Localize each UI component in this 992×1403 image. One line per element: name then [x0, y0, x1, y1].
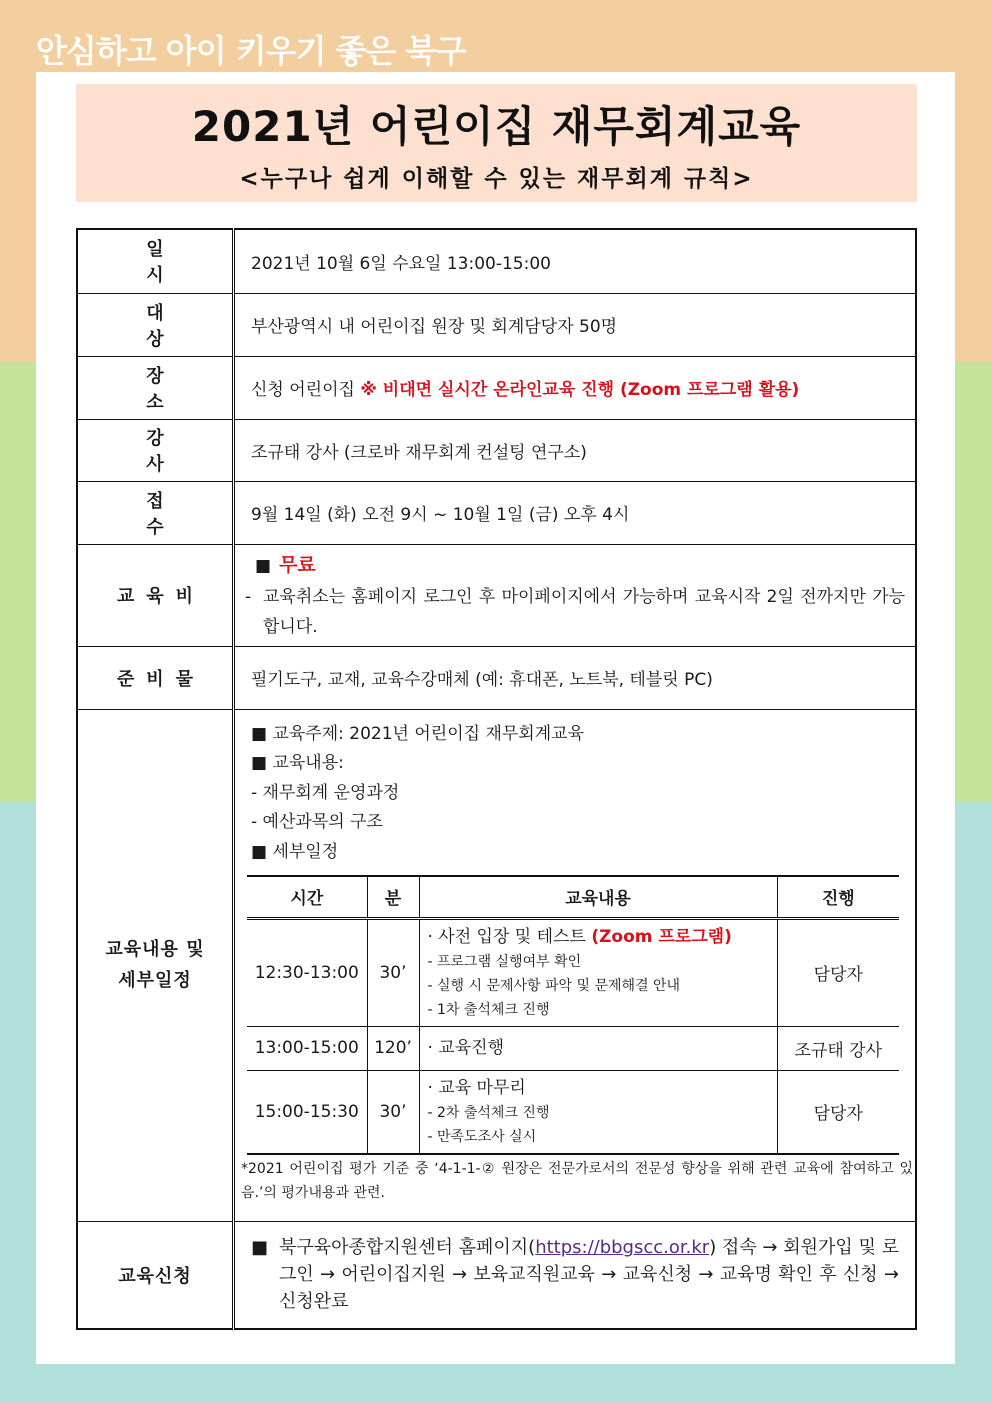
schedule-sub: - 만족도조사 실시 [427, 1128, 537, 1145]
place-text: 신청 어린이집 [251, 380, 355, 400]
value-apply [234, 1221, 917, 1329]
fee-note [245, 582, 905, 642]
label-fee: 교육비 [77, 544, 234, 646]
value-reception: 9월 14일 (화) 오전 9시 ~ 10월 1일 (금) 오후 4시 [234, 481, 917, 544]
label-content [77, 709, 234, 1221]
schedule-sub: - 프로그램 실행여부 확인 [427, 953, 582, 970]
schedule-table [247, 875, 899, 1155]
schedule-main [428, 924, 769, 950]
content-item-1: - 재무회계 운영과정 [251, 782, 400, 803]
schedule-minutes: 30’ [367, 1070, 419, 1154]
value-place [234, 356, 917, 419]
schedule-desc [419, 918, 777, 1026]
row-supplies [77, 646, 916, 709]
fee-free: 무료 [279, 553, 316, 576]
schedule-row [247, 918, 899, 1026]
schedule-minutes: 120’ [367, 1026, 419, 1070]
fee-note-text: 교육취소는 홈페이지 로그인 후 마이페이지에서 가능하며 교육시작 2일 전까지만 가능합니다. [263, 586, 905, 637]
row-date [77, 229, 916, 293]
schedule-sub: - 실행 시 문제사항 파악 및 문제해결 안내 [427, 977, 681, 994]
homepage-link[interactable]: https://bbgscc.or.kr [535, 1237, 710, 1259]
square-bullet-icon: ■ [255, 555, 272, 576]
schedule-by: 담당자 [777, 918, 899, 1026]
value-fee [234, 544, 917, 646]
row-apply [77, 1221, 916, 1329]
value-lecturer: 조규태 강사 (크로바 재무회계 컨설팅 연구소) [234, 419, 917, 481]
schedule-header-time: 시간 [247, 876, 367, 918]
value-date: 2021년 10월 6일 수요일 13:00-15:00 [234, 229, 917, 293]
schedule-desc [419, 1070, 777, 1154]
apply-text-before: 북구육아종합지원센터 홈페이지( [279, 1237, 536, 1259]
value-supplies: 필기도구, 교재, 교육수강매체 (예: 휴대폰, 노트북, 테블릿 PC) [234, 646, 917, 709]
footnote: *2021 어린이집 평가 기준 중 ‘4-1-1-② 원장은 전문가로서의 전문성 향상을 위해 관련 교육에 참여하고 있음.’의 평가내용과 관련. [241, 1161, 913, 1201]
row-target [77, 293, 916, 356]
slogan: 안심하고 아이 키우기 좋은 북구 [36, 32, 466, 70]
schedule-main-text: · 사전 입장 및 테스트 [427, 926, 592, 947]
row-fee [77, 544, 916, 646]
label-date: 일시 [77, 229, 234, 293]
fee-line [245, 549, 905, 582]
label-reception: 접수 [77, 481, 234, 544]
schedule-main: · 교육 마무리 [427, 1077, 526, 1098]
label-target: 대상 [77, 293, 234, 356]
page-subtitle: <누구나 쉽게 이해할 수 있는 재무회계 규칙> [239, 166, 754, 192]
info-table [76, 228, 917, 1330]
schedule-sub: - 1차 출석체크 진행 [427, 1001, 550, 1018]
schedule-main-highlight: (Zoom 프로그램) [591, 926, 732, 947]
schedule-header-row [247, 876, 899, 918]
label-apply: 교육신청 [77, 1221, 234, 1329]
label-place: 장소 [77, 356, 234, 419]
value-target: 부산광역시 내 어린이집 원장 및 회계담당자 50명 [234, 293, 917, 356]
label-lecturer: 강사 [77, 419, 234, 481]
schedule-time: 13:00-15:00 [247, 1026, 367, 1070]
row-reception [77, 481, 916, 544]
content-item-2: - 예산과목의 구조 [251, 812, 383, 832]
online-notice: ※ 비대면 실시간 온라인교육 진행 (Zoom 프로그램 활용) [360, 380, 800, 400]
schedule-minutes: 30’ [367, 918, 419, 1026]
schedule-by: 조규태 강사 [777, 1026, 899, 1070]
value-content [234, 709, 917, 1221]
square-bullet-icon: ■ [251, 1237, 269, 1259]
schedule-row [247, 1070, 899, 1154]
schedule-time: 15:00-15:30 [247, 1070, 367, 1154]
apply-text-after: ) 접속 → 회원가입 및 로그인 → 어린이집지원 → 보육교직원교육 → 교육신청 → 교육명 확인 후 신청 → 신청완료 [279, 1237, 900, 1313]
schedule-time: 12:30-13:00 [247, 918, 367, 1026]
label-supplies: 준비물 [77, 646, 234, 709]
content-head: ■ 교육내용: [251, 753, 344, 773]
content-topic: ■ 교육주제: 2021년 어린이집 재무회계교육 [251, 723, 584, 744]
apply-steps [279, 1234, 899, 1315]
dash-bullet: - [245, 586, 252, 607]
schedule-desc [419, 1026, 777, 1070]
schedule-header-minutes: 분 [367, 876, 419, 918]
row-lecturer [77, 419, 916, 481]
schedule-header-by: 진행 [777, 876, 899, 918]
row-place [77, 356, 916, 419]
page-title: 2021년 어린이집 재무회계교육 [191, 102, 802, 151]
schedule-head: ■ 세부일정 [251, 841, 339, 862]
schedule-header-content: 교육내용 [419, 876, 777, 918]
schedule-by: 담당자 [777, 1070, 899, 1154]
title-box [76, 84, 917, 202]
schedule-main: · 교육진행 [427, 1038, 504, 1058]
label-content-line2: 세부일정 [118, 970, 192, 991]
row-content [77, 709, 916, 1221]
schedule-row [247, 1026, 899, 1070]
apply-text [251, 1234, 899, 1315]
schedule-sub: - 2차 출석체크 진행 [427, 1104, 550, 1121]
label-content-line1: 교육내용 및 [105, 939, 205, 960]
